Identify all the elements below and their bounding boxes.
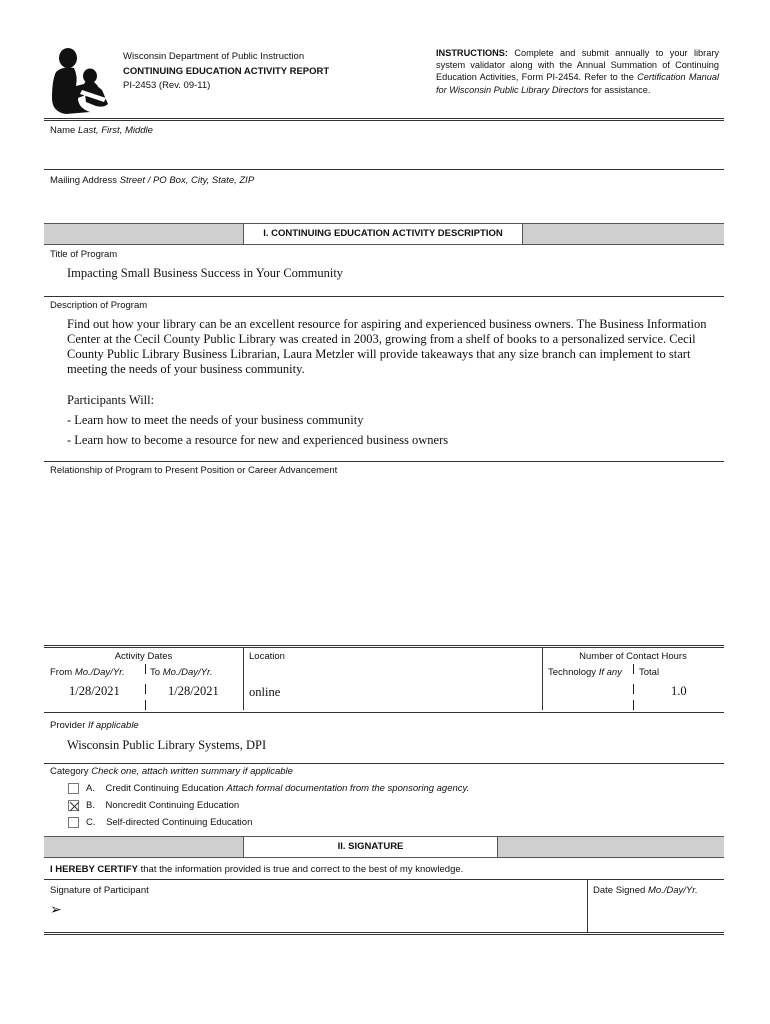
mailing-address-label: Mailing Address Street / PO Box, City, State, ZIP <box>50 175 255 186</box>
signature-label: Signature of Participant <box>50 885 149 896</box>
signature-field[interactable] <box>70 898 580 928</box>
form-title: CONTINUING EDUCATION ACTIVITY REPORT <box>123 65 330 77</box>
date-signed-field[interactable] <box>593 898 718 928</box>
title-of-program-value[interactable]: Impacting Small Business Success in Your Community <box>67 266 344 280</box>
section-2-header <box>44 836 724 858</box>
signature-arrow-icon: ➢ <box>50 902 62 918</box>
section-1-title: I. CONTINUING EDUCATION ACTIVITY DESCRIPTION <box>243 224 523 244</box>
category-b-checkbox[interactable] <box>68 800 79 811</box>
from-date-label: From Mo./Day/Yr. <box>50 667 125 678</box>
name-label: Name Last, First, Middle <box>50 125 153 136</box>
section-1-header <box>44 223 724 245</box>
relationship-label: Relationship of Program to Present Position or Career Advancement <box>50 465 338 476</box>
description-paragraph: Find out how your library can be an excellent resource for aspiring and experienced business owners. The Business Information Center at the Cecil County Public Library was created in 2003, growing from a shelf of books to a personalized service. Cecil County Public Library Business Librarian, Laura Metzler will provide takeaways that any size branch can implement to start meeting the needs of your business community. <box>67 317 707 376</box>
relationship-input[interactable] <box>48 480 718 640</box>
description-label: Description of Program <box>50 300 148 311</box>
form-number: PI-2453 (Rev. 09-11) <box>123 80 211 91</box>
category-c-checkbox[interactable] <box>68 817 79 828</box>
location-label: Location <box>249 651 285 662</box>
provider-value[interactable]: Wisconsin Public Library Systems, DPI <box>67 738 267 752</box>
category-b-option: B. Noncredit Continuing Education <box>86 800 240 811</box>
category-a-option: A. Credit Continuing Education Attach formal documentation from the sponsoring agency. <box>86 783 470 794</box>
certify-statement: I HEREBY CERTIFY that the information provided is true and correct to the best of my knowledge. <box>50 864 464 875</box>
mailing-address-input[interactable] <box>67 192 707 214</box>
total-hours-value[interactable]: 1.0 <box>671 684 687 698</box>
participants-item: - Learn how to meet the needs of your business community <box>67 413 364 427</box>
checked-x-icon <box>69 801 80 812</box>
agency-name: Wisconsin Department of Public Instruction <box>123 51 305 62</box>
description-value[interactable] <box>67 317 715 448</box>
instructions-manual: Certification Manual for Wisconsin Public Library Directors <box>436 72 719 95</box>
section-2-title: II. SIGNATURE <box>243 837 498 857</box>
from-date-value[interactable]: 1/28/2021 <box>69 684 120 698</box>
category-c-option: C. Self-directed Continuing Education <box>86 817 253 828</box>
date-signed-label: Date Signed Mo./Day/Yr. <box>593 885 698 896</box>
technology-label: Technology If any <box>548 667 622 678</box>
instructions <box>436 47 719 96</box>
contact-hours-label: Number of Contact Hours <box>579 651 687 662</box>
to-date-value[interactable]: 1/28/2021 <box>168 684 219 698</box>
category-label: Category Check one, attach written summary if applicable <box>50 766 293 777</box>
technology-value[interactable] <box>548 684 628 702</box>
title-of-program-label: Title of Program <box>50 249 118 260</box>
dpi-logo <box>48 46 114 116</box>
activity-dates-label: Activity Dates <box>114 651 173 662</box>
participants-item: - Learn how to become a resource for new and experienced business owners <box>67 433 449 447</box>
participants-heading: Participants Will: <box>67 393 155 407</box>
name-input[interactable] <box>67 142 707 164</box>
location-value[interactable]: online <box>249 685 281 699</box>
instructions-text-2: for assistance. <box>591 84 651 95</box>
category-a-checkbox[interactable] <box>68 783 79 794</box>
instructions-label: INSTRUCTIONS: <box>436 48 508 58</box>
instructions-text-1: Complete and submit annually to your library system validator along with the Annual Summation of Continuing Education Activities, Form PI-2454. Refer to the <box>436 48 719 83</box>
to-date-label: To Mo./Day/Yr. <box>150 667 213 678</box>
total-label: Total <box>639 667 660 678</box>
provider-label: Provider If applicable <box>50 720 139 731</box>
